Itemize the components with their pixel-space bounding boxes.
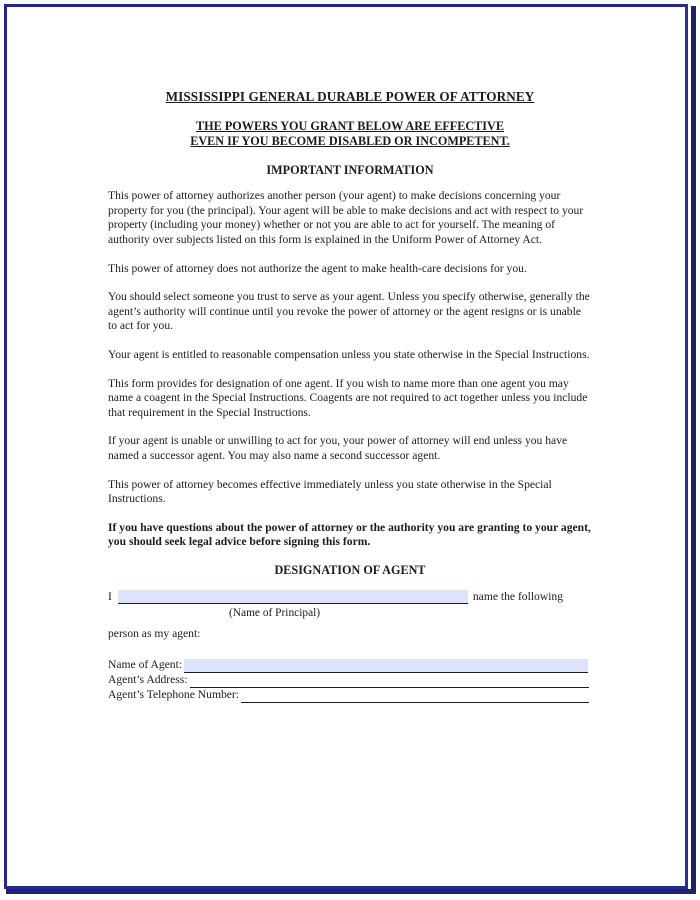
agent-name-field[interactable] xyxy=(184,659,588,673)
document-page xyxy=(108,90,592,703)
agent-address-field[interactable] xyxy=(190,674,589,688)
agent-address-row xyxy=(108,673,589,688)
frame-shadow-right xyxy=(691,6,696,894)
agent-phone-label: Agent’s Telephone Number: xyxy=(108,688,239,702)
agent-address-label: Agent’s Address: xyxy=(108,673,188,687)
agent-name-row xyxy=(108,658,588,673)
principal-name-field[interactable] xyxy=(118,590,468,604)
frame-shadow-bottom xyxy=(6,889,696,894)
info-paragraph-health-care: This power of attorney does not authorize the agent to make health-care decisions for you. xyxy=(108,261,527,275)
legal-advice-notice: If you have questions about the power of attorney or the authority you are granting to your agent, you should seek legal advice before signing this form. xyxy=(108,520,591,549)
designation-section xyxy=(108,589,592,702)
agent-phone-row xyxy=(108,688,589,703)
agent-phone-field[interactable] xyxy=(241,689,589,703)
document-title: MISSISSIPPI GENERAL DURABLE POWER OF ATTORNEY xyxy=(165,89,535,104)
info-paragraph-coagent: This form provides for designation of one agent. If you wish to name more than one agent you may name a coagent in the Special Instructions. Coagents are not required to act together unless you include that requirement in the Special Instructions. xyxy=(108,376,588,419)
important-information-heading: IMPORTANT INFORMATION xyxy=(266,162,434,177)
info-paragraph-successor-agent: If your agent is unable or unwilling to act for you, your power of attorney will end unless you have named a successor agent. You may also name a second successor agent. xyxy=(108,434,568,462)
principal-prefix: I xyxy=(108,589,112,603)
principal-name-caption: (Name of Principal) xyxy=(229,607,321,620)
effective-warning-line-1: THE POWERS YOU GRANT BELOW ARE EFFECTIVE xyxy=(196,118,504,133)
info-paragraph-agent-authority: This power of attorney authorizes another person (your agent) to make decisions concerning your property for you (the principal). Your agent will be able to make decisions and act with respect to your property (including your money) whether or not you are able to act for yourself. The meaning of authority over subjects listed on this form is explained in the Uniform Power of Attorney Act. xyxy=(108,189,584,246)
principal-suffix: name the following xyxy=(472,589,564,603)
principal-name-row xyxy=(108,589,592,604)
effective-warning xyxy=(108,119,592,149)
agent-name-label: Name of Agent: xyxy=(108,658,183,672)
agent-intro-text: person as my agent: xyxy=(108,627,201,641)
effective-warning-line-2: EVEN IF YOU BECOME DISABLED OR INCOMPETENT. xyxy=(190,133,510,148)
info-paragraph-select-agent: You should select someone you trust to serve as your agent. Unless you specify otherwise, generally the agent’s authority will continue until you revoke the power of attorney or the agent resigns or is unable to act for you. xyxy=(108,290,590,333)
designation-of-agent-heading: DESIGNATION OF AGENT xyxy=(274,562,426,577)
info-paragraph-effective: This power of attorney becomes effective immediately unless you state otherwise in the Special Instructions. xyxy=(108,477,552,506)
info-paragraph-compensation: Your agent is entitled to reasonable compensation unless you state otherwise in the Special Instructions. xyxy=(108,347,590,361)
